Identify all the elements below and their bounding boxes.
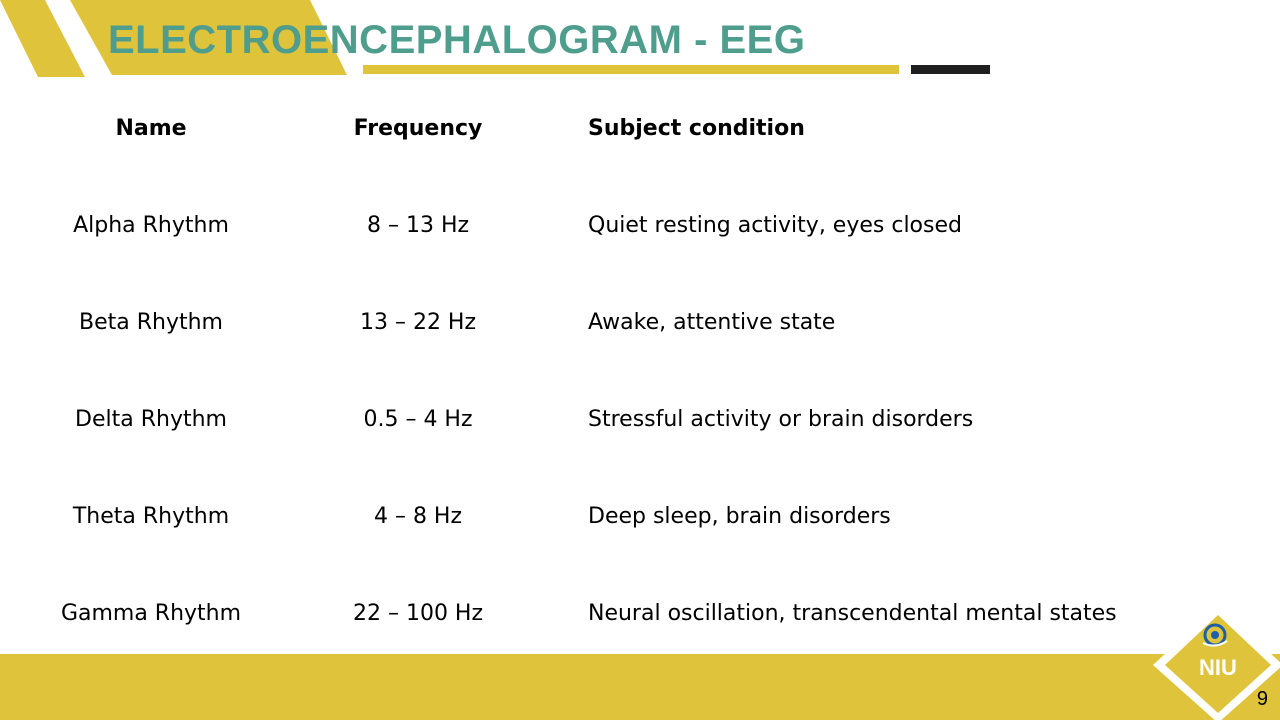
row-frequency: 0.5 – 4 Hz [363,407,473,432]
row-condition: Stressful activity or brain disorders [588,407,974,432]
row-name: Alpha Rhythm [73,213,229,238]
row-frequency: 13 – 22 Hz [359,310,477,335]
row-name: Beta Rhythm [79,310,223,335]
page-number: 9 [1256,688,1268,710]
slide-title: ELECTROENCEPHALOGRAM - EEG [108,18,806,62]
header-name: Name [115,116,187,141]
row-name: Delta Rhythm [75,407,227,432]
row-condition: Deep sleep, brain disorders [588,504,891,529]
row-name: Theta Rhythm [72,504,230,529]
footer-band [0,654,1280,720]
row-frequency: 8 – 13 Hz [366,213,470,238]
header-condition: Subject condition [588,116,805,141]
header-frequency: Frequency [353,116,483,141]
row-name: Gamma Rhythm [60,601,242,626]
row-frequency: 4 – 8 Hz [373,504,463,529]
row-condition: Quiet resting activity, eyes closed [588,213,962,238]
logo-text: NIU [1199,655,1237,680]
row-frequency: 22 – 100 Hz [352,601,484,626]
row-condition: Awake, attentive state [588,310,836,335]
row-condition: Neural oscillation, transcendental mental states [588,601,1117,626]
